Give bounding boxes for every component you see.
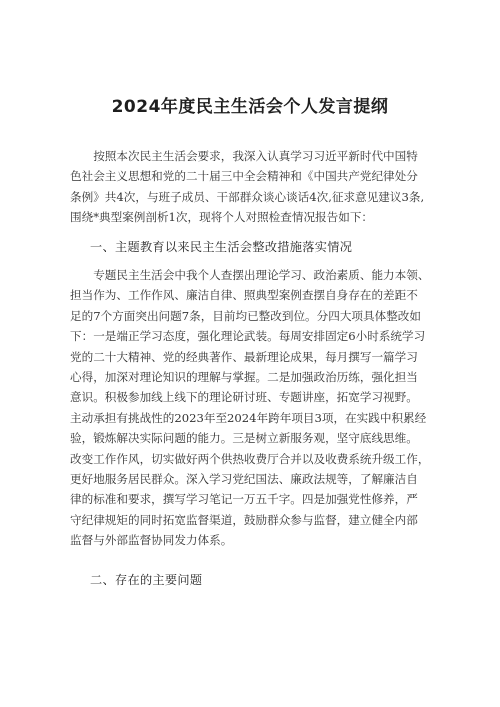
body-line: 意识。积极参加线上线下的理论研讨班、专题讲座，拓宽学习视野。 xyxy=(70,390,418,405)
body-line: 下：一是端正学习态度，强化理论武装。每周安排固定6小时系统学习 xyxy=(70,329,426,344)
body-line: 足的7个方面突出问题7条，目前均已整改到位。分四大项具体整改如 xyxy=(70,308,421,323)
body-line: 党的二十大精神、党的经典著作、最新理论成果，每月撰写一篇学习 xyxy=(70,349,418,364)
intro-paragraph xyxy=(70,146,434,228)
section-heading-1: 一、主题教育以来民主生活会整改措施落实情况 xyxy=(90,240,353,254)
intro-line: 围绕*典型案例剖析1次，现将个人对照检查情况报告如下： xyxy=(70,210,374,225)
body-line: 律的标准和要求，撰写学习笔记一万五千字。四是加强党性修养，严 xyxy=(70,492,418,507)
body-line: 更好地服务居民群众。深入学习党纪国法、廉政法规等，了解廉洁自 xyxy=(70,472,418,487)
body-line: 验，锻炼解决实际问题的能力。三是树立新服务观，坚守底线思维。 xyxy=(70,431,418,446)
section1-paragraph xyxy=(70,265,434,551)
document-title: 2024年度民主生活会个人发言提纲 xyxy=(111,97,389,117)
body-line: 主动承担有挑战性的2023年至2024年跨年项目3项，在实践中积累经 xyxy=(70,410,427,425)
intro-line: 条例》共4次，与班子成员、干部群众谈心谈话4次,征求意见建议3条, xyxy=(70,189,425,204)
body-line: 监督与外部监督协同发力体系。 xyxy=(70,533,233,548)
body-line: 担当作为、工作作风、廉洁自律、照典型案例查摆自身存在的差距不 xyxy=(70,288,418,303)
body-line: 心得，加深对理论知识的理解与掌握。二是加强政治历练，强化担当 xyxy=(70,370,418,385)
body-line: 改变工作作风，切实做好两个供热收费厅合并以及收费系统升级工作， xyxy=(70,451,430,466)
section-heading-2: 二、存在的主要问题 xyxy=(90,573,203,587)
body-line: 专题民主生活会中我个人查摆出理论学习、政治素质、能力本领、 xyxy=(93,268,430,282)
body-line: 守纪律规矩的同时拓宽监督渠道，鼓励群众参与监督，建立健全内部 xyxy=(70,512,418,527)
intro-line: 色社会主义思想和党的二十届三中全会精神和《中国共产党纪律处分 xyxy=(70,169,418,184)
intro-line: 按照本次民主生活会要求，我深入认真学习习近平新时代中国特 xyxy=(93,149,418,163)
